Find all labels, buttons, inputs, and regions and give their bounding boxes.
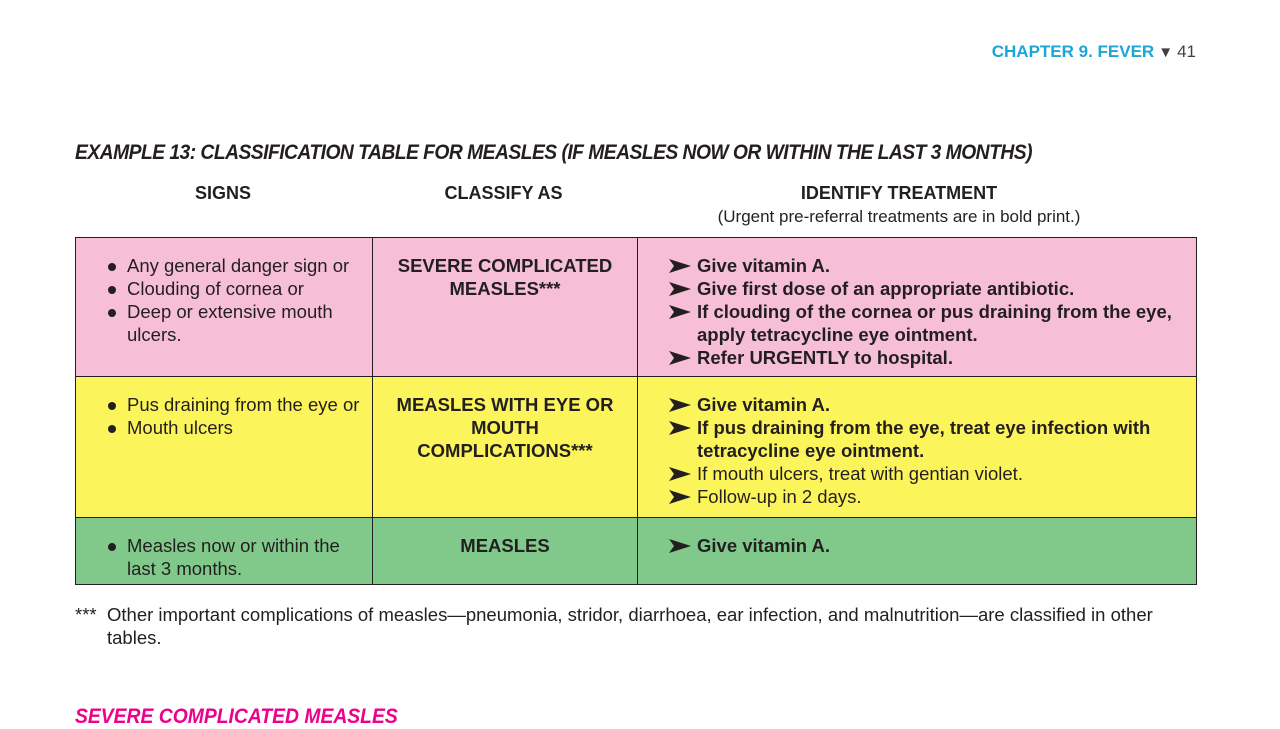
arrowhead-icon <box>669 259 691 273</box>
signs-cell <box>76 377 373 518</box>
treatment-item <box>669 485 1196 508</box>
treatment-text: Give vitamin A. <box>697 255 830 276</box>
page-number: 41 <box>1177 42 1196 61</box>
treatment-header-note: (Urgent pre-referral treatments are in bold print.) <box>717 207 1081 226</box>
treatment-text: Give vitamin A. <box>697 394 830 415</box>
treatment-text: Follow-up in 2 days. <box>697 486 862 507</box>
treatment-cell <box>638 238 1197 377</box>
classification-label: MEASLES WITH EYE OR MOUTH COMPLICATIONS*** <box>396 394 614 461</box>
chapter-label: CHAPTER 9. FEVER <box>991 42 1155 61</box>
arrowhead-icon <box>669 539 691 553</box>
treatment-cell <box>638 518 1197 585</box>
treatment-text: Give vitamin A. <box>697 535 830 556</box>
column-header-treatment <box>636 183 1162 227</box>
footnote-text: Other important complications of measles—pneumonia, stridor, diarrhoea, ear infection, and malnutrition—are classified in other tables. <box>107 604 1153 648</box>
treatment-header-label: IDENTIFY TREATMENT <box>800 183 998 203</box>
treatment-text: Give first dose of an appropriate antibiotic. <box>697 278 1075 299</box>
treatment-item <box>669 346 1196 369</box>
table-row-measles <box>76 518 1197 585</box>
treatment-text: If clouding of the cornea or pus draining from the eye, apply tetracycline eye ointment. <box>697 301 1172 345</box>
treatment-text: If mouth ulcers, treat with gentian violet. <box>697 463 1023 484</box>
classification-cell <box>373 518 638 585</box>
sign-item: Measles now or within the last 3 months. <box>108 534 372 580</box>
classification-label: MEASLES <box>460 535 550 556</box>
table-body <box>76 238 1197 585</box>
sign-item: Clouding of cornea or <box>108 277 372 300</box>
footnote <box>75 603 1197 649</box>
signs-cell <box>76 518 373 585</box>
treatment-text: Refer URGENTLY to hospital. <box>697 347 953 368</box>
classification-cell <box>373 377 638 518</box>
example-title: EXAMPLE 13: CLASSIFICATION TABLE FOR MEASLES (IF MEASLES NOW OR WITHIN THE LAST 3 MONTHS) <box>75 141 1032 164</box>
section-heading: SEVERE COMPLICATED MEASLES <box>75 705 398 728</box>
treatment-item <box>669 462 1196 485</box>
signs-cell <box>76 238 373 377</box>
arrowhead-icon <box>669 351 691 365</box>
treatment-item <box>669 416 1196 462</box>
classification-label: SEVERE COMPLICATED MEASLES*** <box>397 255 613 299</box>
arrowhead-icon <box>669 490 691 504</box>
column-header-classify: CLASSIFY AS <box>444 183 563 203</box>
classification-cell <box>373 238 638 377</box>
sign-item: Any general danger sign or <box>108 254 372 277</box>
table-row-severe <box>76 238 1197 377</box>
arrowhead-icon <box>669 467 691 481</box>
sign-item: Mouth ulcers <box>108 416 372 439</box>
sign-item: Pus draining from the eye or <box>108 393 372 416</box>
table-row-complications <box>76 377 1197 518</box>
treatment-text: If pus draining from the eye, treat eye infection with tetracycline eye ointment. <box>697 417 1151 461</box>
treatment-item <box>669 254 1196 277</box>
treatment-cell <box>638 377 1197 518</box>
footnote-mark: *** <box>75 604 97 625</box>
arrowhead-icon <box>669 398 691 412</box>
sign-item: Deep or extensive mouth ulcers. <box>108 300 372 346</box>
down-triangle-icon: ▼ <box>1158 43 1174 61</box>
column-header-signs: SIGNS <box>194 183 251 203</box>
running-head <box>992 42 1196 62</box>
classification-table <box>75 237 1197 585</box>
arrowhead-icon <box>669 282 691 296</box>
treatment-item <box>669 393 1196 416</box>
treatment-item <box>669 277 1196 300</box>
treatment-item <box>669 300 1196 346</box>
arrowhead-icon <box>669 421 691 435</box>
treatment-item <box>669 534 1196 557</box>
arrowhead-icon <box>669 305 691 319</box>
